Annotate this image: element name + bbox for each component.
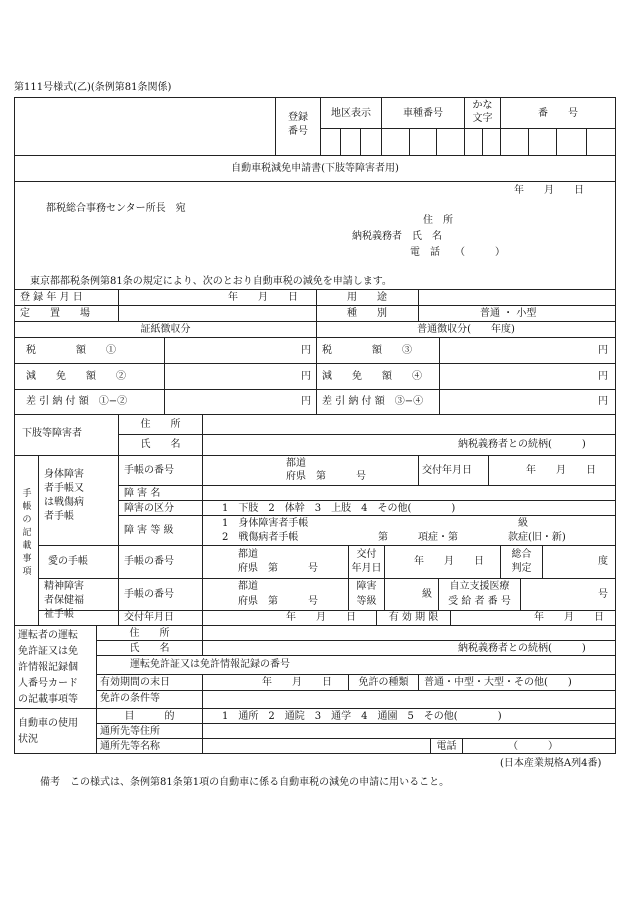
yen-unit: 円 (598, 345, 608, 356)
mental-handbook-label: 精神障害 者保健福 祉手帳 (44, 581, 84, 620)
handbook-number-label: 手帳の番号 (124, 465, 174, 476)
registration-number-label: 登録 (288, 112, 308, 123)
balance-right-label: 差 引 納 付 額 ③−④ (322, 396, 424, 407)
support-medical-label: 自立支援医療 (449, 581, 510, 592)
mental-grade-label-2: 等級 (356, 596, 377, 607)
taxpayer-phone-label: 電 話 （ ） (410, 247, 505, 258)
disability-class-label: 障害の区分 (124, 503, 174, 514)
mental-grade-label: 障害 (356, 581, 377, 592)
application-date[interactable]: 年 月 日 (514, 185, 584, 196)
disabled-relation-label: 納税義務者との続柄( ) (458, 439, 586, 450)
prefecture-number[interactable]: 府県 第 号 (286, 471, 366, 482)
taxpayer-name-label: 納税義務者 氏 名 (352, 231, 442, 242)
mental-grade-unit: 級 (422, 589, 432, 600)
exempt-amount-left-label: 減 免 額 ② (26, 371, 126, 382)
taxpayer-address-label: 住 所 (423, 215, 453, 226)
grade-line1-unit: 級 (518, 518, 528, 529)
license-kind-label: 免許の種類 (358, 677, 409, 688)
stamp-section-label: 証紙徴収分 (140, 324, 191, 335)
grade-line2-right: 款症(旧・新) (508, 532, 566, 543)
ai-issue-date-value[interactable]: 年 月 日 (414, 556, 484, 567)
ai-handbook-number-label: 手帳の番号 (124, 556, 174, 567)
license-relation-label: 納税義務者との続柄( ) (458, 643, 586, 654)
destination-phone-label: 電話 (436, 741, 457, 752)
purpose-value[interactable]: 1 通所 2 通院 3 通学 4 通園 5 その他( ) (222, 711, 502, 722)
yen-unit: 円 (301, 345, 311, 356)
grade-line2-mid: 第 項症・第 (378, 532, 458, 543)
form-number: 第111号様式(乙)(条例第81条関係) (14, 82, 172, 93)
license-number-label: 運転免許証又は免許情報記録の番号 (130, 659, 290, 670)
area-label: 地区表示 (331, 108, 371, 119)
issue-date-value[interactable]: 年 月 日 (526, 465, 596, 476)
number-label: 番 号 (538, 108, 578, 119)
physical-handbook-label: 身体障害 者手帳又 は戦傷病 者手帳 (44, 469, 84, 522)
purpose-label: 目 的 (124, 711, 175, 722)
disability-name-label: 障 害 名 (124, 488, 161, 499)
ai-judge-label: 総合 (511, 549, 532, 560)
kana-label: かな (472, 100, 493, 111)
expiry-value[interactable]: 年 月 日 (262, 677, 332, 688)
license-kind-value[interactable]: 普通・中型・大型・その他( ) (424, 677, 572, 688)
grade-line1: 1 身体障害者手帳 (222, 518, 309, 529)
license-address-label: 住 所 (129, 628, 170, 639)
grade-line2: 2 戦傷病者手帳 (222, 532, 299, 543)
paper-size: (日本産業規格A列4番) (500, 758, 602, 769)
disability-class-value[interactable]: 1 下肢 2 体幹 3 上肢 4 その他( ) (222, 503, 456, 514)
ai-degree-unit: 度 (598, 556, 608, 567)
location-label: 定 置 場 (20, 308, 90, 319)
ai-judge-label-2: 判定 (511, 563, 532, 574)
go-unit: 号 (598, 589, 608, 600)
ai-prefecture-number[interactable]: 府県 第 号 (238, 563, 318, 574)
registration-date-value[interactable]: 年 月 日 (228, 292, 298, 303)
support-medical-label-2: 受 給 者 番 号 (448, 596, 511, 607)
mental-prefecture-number[interactable]: 府県 第 号 (238, 596, 318, 607)
valid-period-label: 有 効 期 限 (388, 612, 439, 623)
registration-date-label: 登 録 年 月 日 (20, 292, 83, 303)
yen-unit: 円 (301, 396, 311, 407)
mental-prefecture-label: 都道 (238, 581, 258, 592)
yen-unit: 円 (598, 371, 608, 382)
form-title: 自動車税減免申請書(下肢等障害者用) (231, 163, 399, 174)
prefecture-label: 都道 (286, 458, 306, 469)
tax-amount-right-label: 税 額 ③ (322, 345, 412, 356)
ai-issue-label: 交付 (356, 549, 377, 560)
use-label: 用 途 (347, 292, 387, 303)
ai-prefecture-label: 都道 (238, 549, 258, 560)
yen-unit: 円 (598, 396, 608, 407)
statement: 東京都都税条例第81条の規定により、次のとおり自動車税の減免を申請します。 (30, 276, 392, 287)
ai-handbook-label: 愛の手帳 (48, 556, 88, 567)
license-name-label: 氏 名 (129, 643, 170, 654)
usage-section-label: 自動車の使用 状況 (18, 718, 78, 745)
destination-name-label: 通所先等名称 (100, 741, 160, 752)
exempt-amount-right-label: 減 免 額 ④ (322, 371, 422, 382)
registration-number-label-2: 番号 (288, 126, 308, 137)
vehicle-type-label: 車種番号 (403, 108, 443, 119)
handbook-section-label: 手 帳 の 記 載 事 項 (22, 489, 32, 577)
destination-address-label: 通所先等住所 (100, 726, 160, 737)
disabled-name-label: 氏 名 (140, 439, 181, 450)
destination-phone-value[interactable]: （ ） (508, 741, 558, 752)
tax-amount-left-label: 税 額 ① (26, 345, 116, 356)
valid-period-value[interactable]: 年 月 日 (534, 612, 604, 623)
disabled-address-label: 住 所 (140, 419, 181, 430)
note: 備考 この様式は、条例第81条第1項の自動車に係る自動車税の減免の申請に用いること。 (40, 777, 450, 788)
expiry-label: 有効期間の末日 (100, 677, 170, 688)
mental-issue-date-label: 交付年月日 (124, 612, 174, 623)
yen-unit: 円 (301, 371, 311, 382)
license-section-label: 運転者の運転 免許証又は免 許情報記録個 人番号カード の記載事項等 (18, 630, 78, 705)
regular-section-label: 普通徴収分( 年度) (417, 324, 515, 335)
issue-date-label: 交付年月日 (422, 465, 472, 476)
type-label: 種 別 (347, 308, 387, 319)
disabled-person-label: 下肢等障害者 (22, 428, 82, 439)
mental-issue-date-value[interactable]: 年 月 日 (286, 612, 356, 623)
type-value[interactable]: 普通 ・ 小型 (480, 308, 537, 319)
disability-grade-label: 障 害 等 級 (124, 525, 174, 536)
license-conditions-label: 免許の条件等 (100, 693, 160, 704)
ai-issue-label-2: 年月日 (351, 563, 382, 574)
mental-handbook-number-label: 手帳の番号 (124, 589, 174, 600)
addressee: 都税総合事務センター所長 宛 (46, 203, 186, 214)
balance-left-label: 差 引 納 付 額 ①−② (26, 396, 128, 407)
kana-label-2: 文字 (472, 113, 493, 124)
